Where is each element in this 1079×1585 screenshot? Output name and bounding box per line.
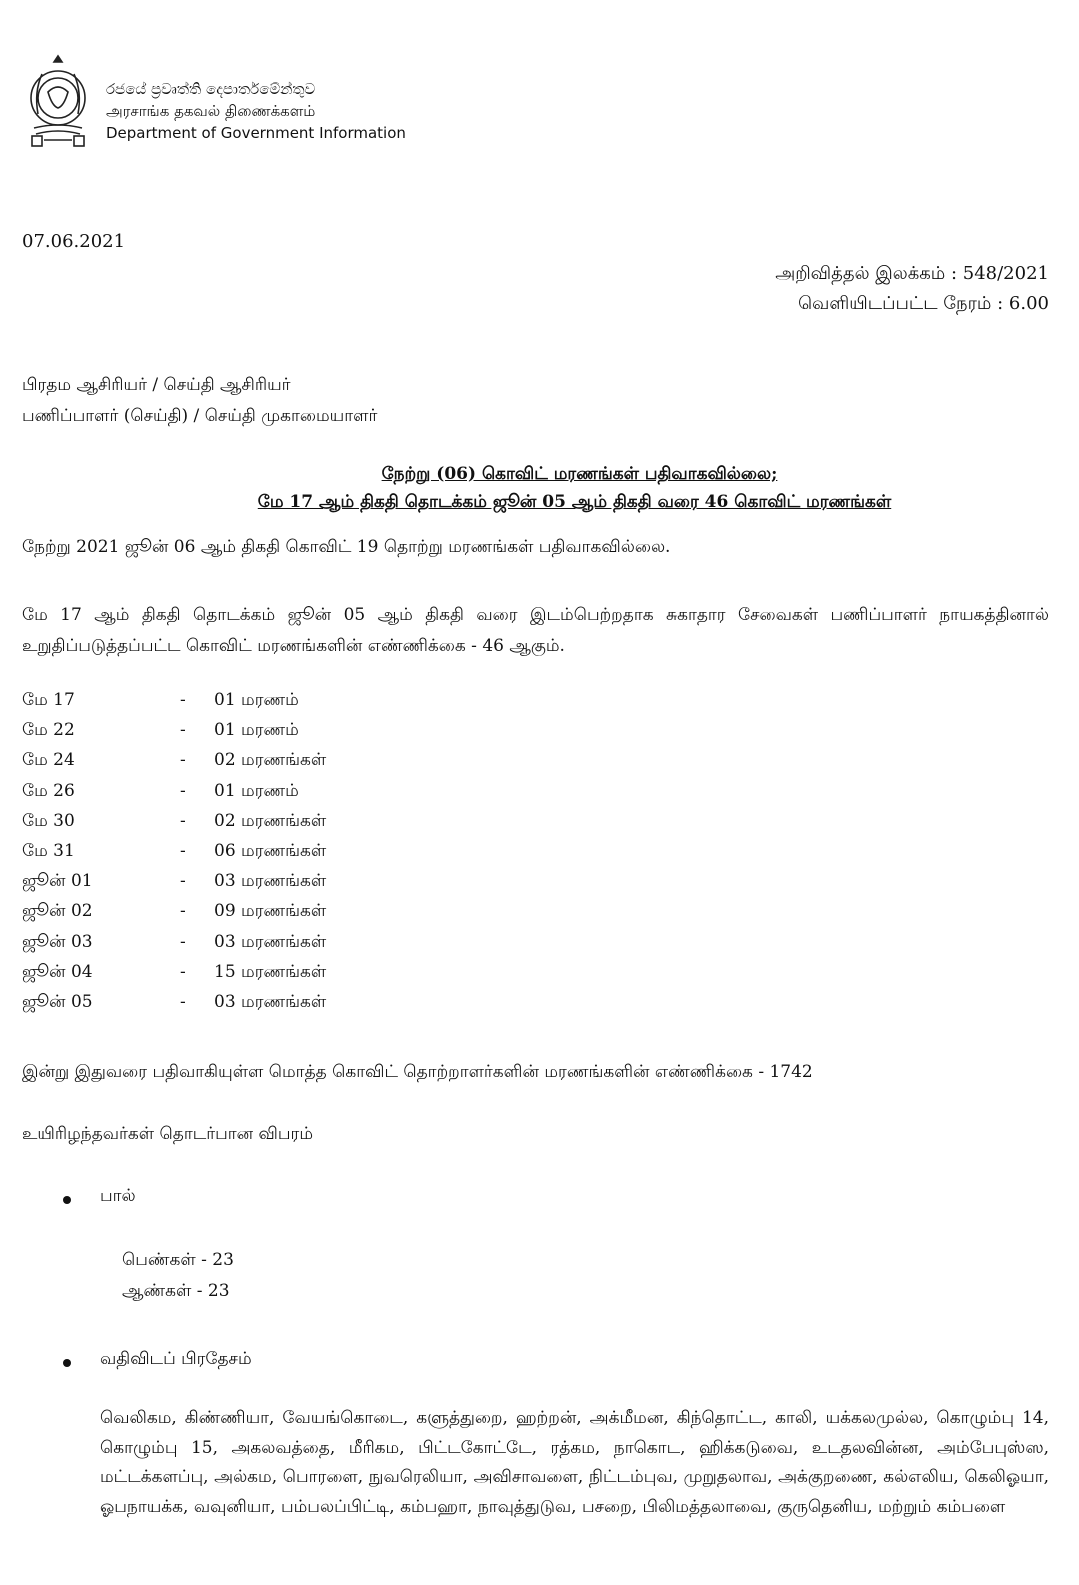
org-name-english: Department of Government Information xyxy=(106,124,406,142)
death-count: 03 மரணங்கள் xyxy=(214,931,327,952)
death-count: 09 மரணங்கள் xyxy=(214,901,327,922)
separator: - xyxy=(180,991,186,1012)
release-time: வெளியிடப்பட்ட நேரம் : 6.00 xyxy=(798,293,1049,314)
addressee-line-2: பணிப்பாளர் (செய்தி) / செய்தி முகாமையாளர் xyxy=(22,406,378,426)
separator: - xyxy=(180,780,186,801)
male-count: ஆண்கள் - 23 xyxy=(122,1281,230,1301)
region-places-list: வெலிகம, கிண்ணியா, வேயங்கொடை, களுத்துறை, ஹற்றன், அக்மீமன, கிந்தொட்ட, காலி, யக்கலமுல்ல, கொழும்பு 14, கொழும்பு 15, அகலவத்தை, மீரிகம, பிட்டகோட்டே, ரத்கம, நாகொட, ஹிக்கடுவை, உடதலவின்ன, அம்பேபுஸ்ஸ, மட்டக்களப்பு, அல்கம, பொரளை, நுவரெலியா, அவிசாவளை, நிட்டம்புவ, முறுதலாவ, அக்குறணை, கல்எலிய, கெலிஓயா, ஓபநாயக்க, வவுனியா, பம்பலப்பிட்டி, கம்பஹா, நாவுத்துடுவ, பசறை, பிலிமத்தலாவை, குருதெனிய, மற்றும் கம்பளை xyxy=(100,1408,1049,1517)
paragraph-1: நேற்று 2021 ஜூன் 06 ஆம் திகதி கொவிட் 19 தொற்று மரணங்கள் பதிவாகவில்லை. xyxy=(22,537,671,557)
death-date: மே 22 xyxy=(22,720,75,741)
death-date: மே 30 xyxy=(22,810,75,831)
gender-label: பால் xyxy=(100,1186,136,1206)
death-date: ஜூன் 03 xyxy=(22,931,93,952)
death-date: ஜூன் 05 xyxy=(22,991,93,1012)
org-name-sinhala: රජයේ ප්‍රවෘත්ති දෙපාර්තමේන්තුව xyxy=(106,80,316,98)
death-date: மே 31 xyxy=(22,840,75,861)
separator: - xyxy=(180,720,186,741)
addressee xyxy=(22,370,377,432)
death-count: 01 மரணம் xyxy=(214,780,299,801)
death-date: மே 17 xyxy=(22,690,75,710)
reference-block xyxy=(775,259,1049,319)
death-count: 02 மரணங்கள் xyxy=(214,750,327,771)
death-date: மே 24 xyxy=(22,750,75,771)
gender-breakdown xyxy=(122,1245,234,1307)
organization-name xyxy=(106,78,406,144)
addressee-line-1: பிரதம ஆசிரியர் / செய்தி ஆசிரியர் xyxy=(22,375,291,395)
total-deaths-text: இன்று இதுவரை பதிவாகியுள்ள மொத்த கொவிட் தொற்றாளர்களின் மரணங்களின் எண்ணிக்கை - 1742 xyxy=(22,1062,813,1082)
reference-number-label: அறிவித்தல் இலக்கம் xyxy=(775,263,946,284)
separator: - xyxy=(180,931,186,952)
deceased-details-title: உயிரிழந்தவர்கள் தொடர்பான விபரம் xyxy=(22,1124,314,1144)
bullet-icon xyxy=(60,1356,74,1370)
release-date: 07.06.2021 xyxy=(22,231,126,252)
death-date: ஜூன் 04 xyxy=(22,961,93,982)
reference-number: அறிவித்தல் இலக்கம் : 548/2021 xyxy=(775,263,1049,284)
separator: - xyxy=(180,901,186,922)
death-count: 06 மரணங்கள் xyxy=(214,840,327,861)
bullet-icon xyxy=(60,1193,74,1207)
org-name-tamil: அரசாங்க தகவல் திணைக்களம் xyxy=(106,102,316,120)
government-emblem-icon xyxy=(20,52,96,148)
separator: - xyxy=(180,871,186,892)
female-count: பெண்கள் - 23 xyxy=(122,1250,234,1270)
death-date: மே 26 xyxy=(22,780,75,801)
headline xyxy=(0,460,1079,516)
reference-number-value: 548/2021 xyxy=(962,263,1049,284)
death-count: 15 மரணங்கள் xyxy=(214,961,327,982)
separator: - xyxy=(180,690,186,710)
death-date: ஜூன் 02 xyxy=(22,901,93,922)
headline-line-1: நேற்று (06) கொவிட் மரணங்கள் பதிவாகவில்லை; xyxy=(381,464,778,484)
separator: - xyxy=(180,750,186,771)
death-count: 01 மரணம் xyxy=(214,720,299,741)
headline-line-2: மே 17 ஆம் திகதி தொடக்கம் ஜூன் 05 ஆம் திகதி வரை 46 கொவிட் மரணங்கள் xyxy=(257,492,892,512)
separator: - xyxy=(180,810,186,831)
separator: - xyxy=(180,840,186,861)
death-count: 01 மரணம் xyxy=(214,690,299,710)
region-label: வதிவிடப் பிரதேசம் xyxy=(100,1349,252,1369)
release-time-value: 6.00 xyxy=(1008,293,1049,314)
death-count: 03 மரணங்கள் xyxy=(214,991,327,1012)
death-count: 02 மரணங்கள் xyxy=(214,810,327,831)
death-date: ஜூன் 01 xyxy=(22,871,93,892)
separator: - xyxy=(180,961,186,982)
paragraph-2: மே 17 ஆம் திகதி தொடக்கம் ஜூன் 05 ஆம் திகதி வரை இடம்பெற்றதாக சுகாதார சேவைகள் பணிப்பாளர் நாயகத்தினால் உறுதிப்படுத்தப்பட்ட கொவிட் மரணங்களின் எண்ணிக்கை - 46 ஆகும். xyxy=(22,605,1049,656)
death-count: 03 மரணங்கள் xyxy=(214,871,327,892)
release-time-label: வெளியிடப்பட்ட நேரம் xyxy=(798,293,992,314)
